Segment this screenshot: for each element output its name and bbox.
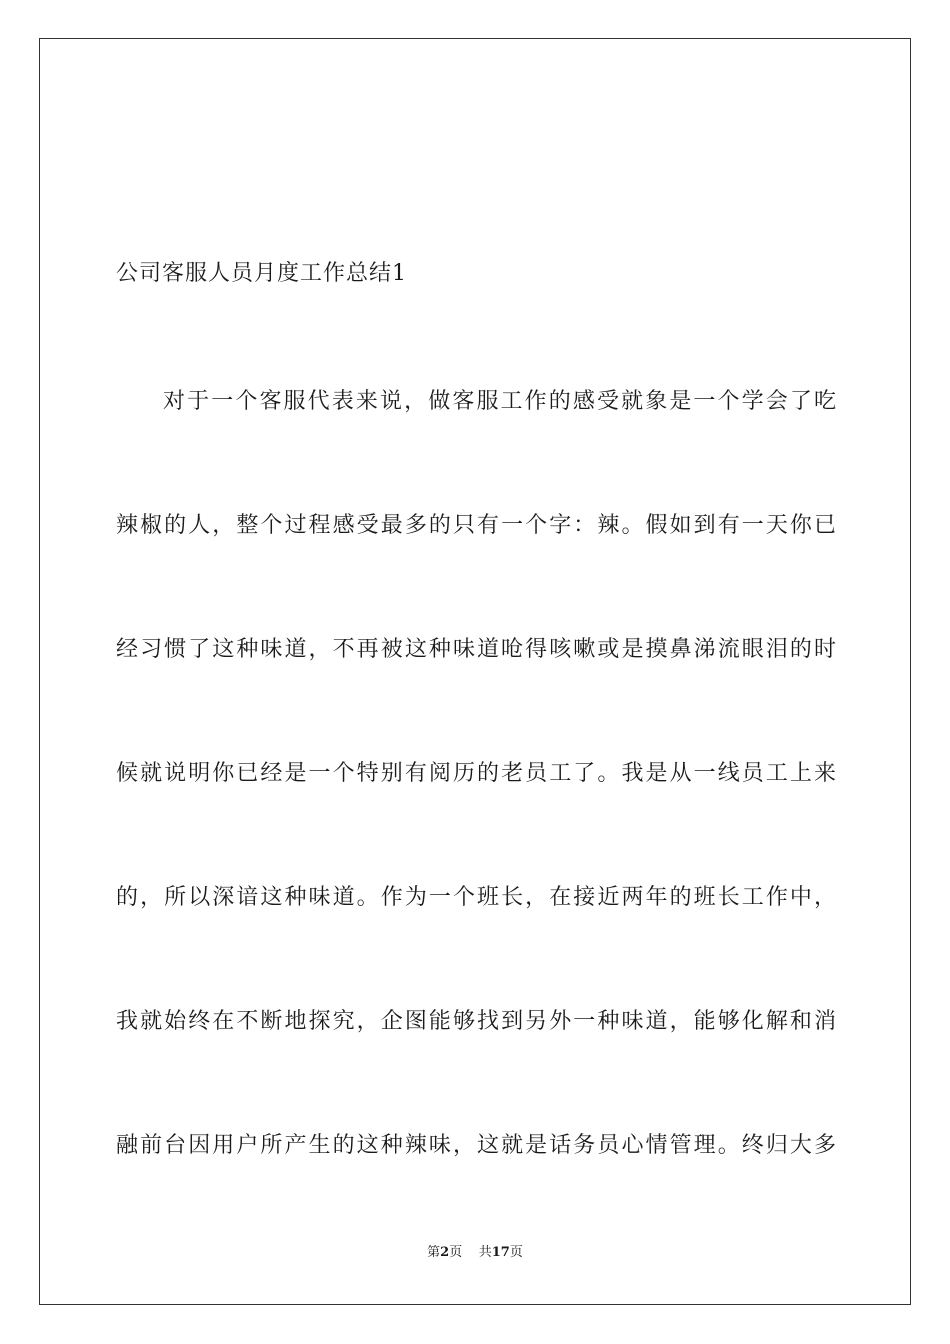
paragraph-line-6: 我就始终在不断地探究，企图能够找到另外一种味道，能够化解和消 (116, 1009, 836, 1034)
footer-total-suffix: 页 (509, 1245, 523, 1260)
page-footer (0, 1243, 950, 1263)
footer-page-number: 2 (440, 1245, 450, 1260)
paragraph-line-1: 对于一个客服代表来说，做客服工作的感受就象是一个学会了吃 (163, 389, 836, 414)
footer-page-suffix: 页 (449, 1245, 463, 1260)
paragraph-line-7: 融前台因用户所产生的这种辣味，这就是话务员心情管理。终归大多 (116, 1133, 836, 1158)
paragraph-line-2: 辣椒的人，整个过程感受最多的只有一个字：辣。假如到有一天你已 (116, 513, 836, 538)
paragraph-line-5: 的，所以深谙这种味道。作为一个班长，在接近两年的班长工作中， (116, 885, 836, 910)
footer-page-prefix: 第 (427, 1245, 441, 1260)
paragraph-line-3: 经习惯了这种味道，不再被这种味道呛得咳嗽或是摸鼻涕流眼泪的时 (116, 637, 836, 662)
document-title: 公司客服人员月度工作总结1 (116, 261, 407, 286)
page-frame (39, 38, 911, 1305)
footer-total-prefix: 共 (478, 1245, 492, 1260)
footer-total-pages: 17 (491, 1245, 510, 1260)
paragraph-line-4: 候就说明你已经是一个特别有阅历的老员工了。我是从一线员工上来 (116, 761, 836, 786)
